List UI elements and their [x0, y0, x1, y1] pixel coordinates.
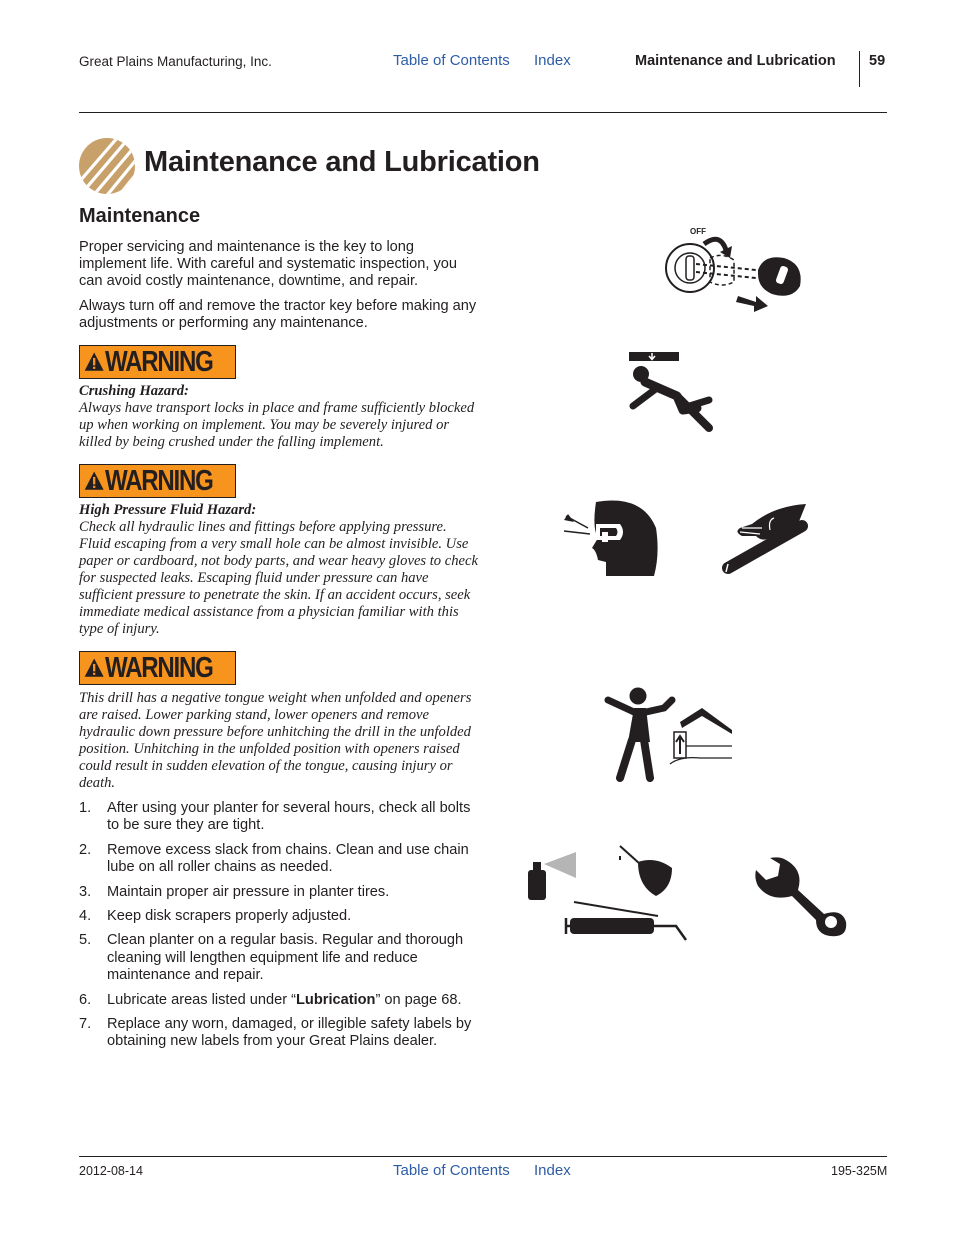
footer-toc-link[interactable]: Table of Contents: [393, 1162, 510, 1179]
header-company: Great Plains Manufacturing, Inc.: [79, 54, 272, 69]
list-item: 7. Replace any worn, damaged, or illegible safety labels by obtaining new labels from your Great Plains dealer.: [79, 1016, 472, 1050]
warning-text-block: [79, 690, 479, 792]
warning-text-block: [79, 502, 479, 638]
hazard-text: This drill has a negative tongue weight when unfolded and openers are raised. Lower parking stand, lower openers and remove hydraulic down pressure before unhitching the drill in the unfolded position. Unhitching in the unfolded position with openers raised could result in sudden elevation of the tongue, causing injury or death.: [79, 690, 472, 791]
header-index-link[interactable]: Index: [534, 52, 571, 69]
lubrication-icon: [526, 838, 690, 946]
header-divider: [859, 51, 860, 87]
warning-badge: [79, 651, 236, 685]
warning-badge: [79, 464, 236, 498]
footer-index-link[interactable]: Index: [534, 1162, 571, 1179]
key-off-label: OFF: [690, 227, 706, 236]
key-off-icon: [660, 222, 810, 314]
header-toc-link[interactable]: Table of Contents: [393, 52, 510, 69]
list-item: 3. Maintain proper air pressure in planter tires.: [79, 883, 390, 900]
great-plains-logo-icon: [78, 137, 136, 195]
eye-protection-icon: [562, 498, 662, 580]
hazard-text: Check all hydraulic lines and fittings before applying pressure. Fluid escaping from a very small hole can be almost invisible. Use paper or cardboard, not body parts, and wear heavy gloves to check for suspected leaks. Escaping fluid under pressure can have sufficient pressure to penetrate the skin. If an accident occurs, seek immediate medical assistance from a physician familiar with this type of injury.: [79, 519, 478, 637]
section-heading: Maintenance: [79, 205, 201, 227]
warning-label: WARNING: [105, 345, 213, 378]
warning-badge: [79, 345, 236, 379]
alert-triangle-icon: [84, 652, 104, 684]
key-paragraph: Always turn off and remove the tractor key before making any adjustments or performing any maintenance.: [79, 298, 477, 331]
tongue-rise-icon: [600, 686, 734, 784]
hazard-title: Crushing Hazard:: [79, 383, 189, 399]
page-title: Maintenance and Lubrication: [144, 146, 540, 178]
list-item: 5. Clean planter on a regular basis. Regular and thorough cleaning will lengthen equipment life and reduce maintenance and repair.: [79, 932, 464, 984]
hazard-text: Always have transport locks in place and frame sufficiently blocked up when working on implement. You may be severely injured or killed by being crushed under the falling implement.: [79, 400, 475, 450]
alert-triangle-icon: [84, 346, 104, 378]
hazard-title: High Pressure Fluid Hazard:: [79, 502, 257, 518]
list-item: 6. Lubricate areas listed under “Lubrication” on page 68.: [79, 991, 462, 1008]
warning-label: WARNING: [105, 651, 213, 684]
header-section-title: Maintenance and Lubrication: [635, 53, 836, 69]
footer-date: 2012-08-14: [79, 1164, 143, 1178]
maintenance-steps: [79, 800, 479, 1058]
fluid-injection-icon: [722, 498, 810, 578]
crushing-hazard-icon: [627, 350, 717, 436]
wrench-icon: [752, 856, 850, 938]
footer-rule: [79, 1156, 887, 1157]
header-rule: [79, 112, 887, 113]
page-number: 59: [869, 53, 886, 69]
list-item: 2. Remove excess slack from chains. Clean and use chain lube on all roller chains as needed.: [79, 841, 469, 876]
footer-doc-number: 195-325M: [831, 1164, 888, 1178]
warning-text-block: [79, 383, 479, 451]
intro-paragraph: Proper servicing and maintenance is the key to long implement life. With careful and systematic inspection, you can avoid costly maintenance, downtime, and repair.: [79, 239, 457, 289]
list-item: 1. After using your planter for several hours, check all bolts to be sure they are tight.: [79, 800, 471, 834]
list-item: 4. Keep disk scrapers properly adjusted.: [79, 908, 352, 925]
alert-triangle-icon: [84, 465, 104, 497]
lubrication-reference: Lubrication: [296, 991, 376, 1008]
warning-label: WARNING: [105, 464, 213, 497]
